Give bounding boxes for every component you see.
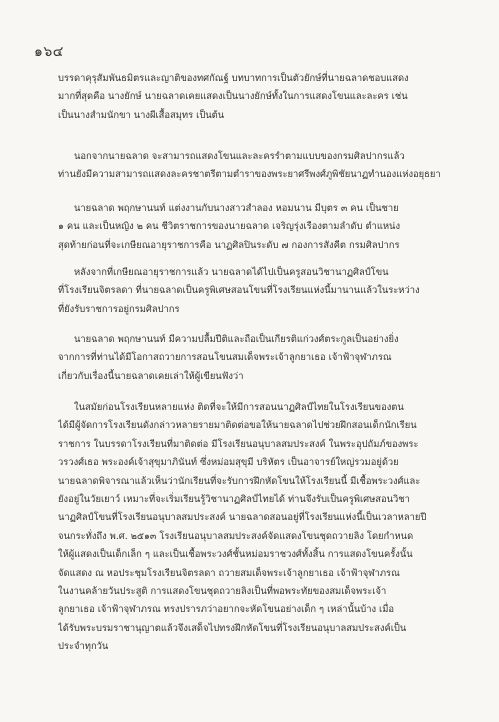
text-line: ราชการ ในบรรดาโรงเรียนที่มาติดต่อ มีโรงเรียนอนุบาลสมประสงค์ ในพระอุปถัมภ์ของพระ: [58, 438, 419, 450]
text-line: วรวงศ์เธอ พระองค์เจ้าสุขุมาภินันท์ ซึ่งหม่อมสุขุมี บริหัตร เป็นอาจารย์ใหญ่รวมอยู่ด้วย: [58, 457, 399, 469]
paragraph-2: [58, 148, 456, 185]
paragraph-1: [58, 70, 456, 125]
text-line: ยังอยู่ในวัยเยาว์ เหมาะที่จะเริ่มเรียนรู้วิชานาฏศิลป์ไทยได้ ท่านจึงรับเป็นครูพิเศษสอนวิชา: [58, 494, 410, 506]
text-line: นายฉลาด พฤกษานนท์ มีความปลื้มปีติและถือเป็นเกียรติแก่วงศ์ตระกูลเป็นอย่างยิ่ง: [74, 334, 399, 345]
paragraph-5: [58, 331, 456, 386]
text-line: ๑ คน และเป็นหญิง ๒ คน ชีวิตราชการของนายฉลาด เจริญรุ่งเรืองตามลำดับ ตำแหน่ง: [58, 221, 401, 233]
text-line: สุดท้ายก่อนที่จะเกษียณอายุราชการคือ นาฏศิลปินระดับ ๗ กองการสังคีต กรมศิลปากร: [58, 239, 400, 251]
text-line: จัดแสดง ณ หอประชุมโรงเรียนจิตรลดา ถวายสมเด็จพระเจ้าลูกยาเธอ เจ้าฟ้าจุฬาภรณ: [58, 567, 400, 579]
paragraph-3: [58, 200, 456, 255]
page-number: ๑๖๔: [34, 44, 64, 60]
text-line: มากที่สุดคือ นางยักษ์ นายฉลาดเคยแสดงเป็นนางยักษ์ทั้งในการแสดงโขนและละคร เช่น: [58, 91, 408, 103]
text-line: หลังจากที่เกษียณอายุราชการแล้ว นายฉลาดได้ไปเป็นครูสอนวิชานาฏศิลป์โขน: [74, 267, 389, 278]
paragraph-6: [58, 399, 456, 657]
text-line: นายฉลาดพิจารณาแล้วเห็นว่านักเรียนที่จะรับการฝึกหัดโขนให้โรงเรียนนี้ มีเชื้อพระวงศ์และ: [58, 475, 421, 487]
text-line: เกี่ยวกับเรื่องนี้นายฉลาดเคยเล่าให้ผู้เขียนฟังว่า: [58, 370, 244, 382]
text-line: จากการที่ท่านได้มีโอกาสถวายการสอนโขนสมเด็จพระเจ้าลูกยาเธอ เจ้าฟ้าจุฬาภรณ: [58, 352, 392, 364]
text-line: ที่โรงเรียนจิตรลดา ที่นายฉลาดเป็นครูพิเศษสอนโขนที่โรงเรียนแห่งนี้มานานแล้วในระหว่าง: [58, 285, 420, 297]
text-line: ประจำทุกวัน: [58, 641, 109, 653]
text-line: ในงานคล้ายวันประสูติ การแสดงโขนชุดถวายลิงเป็นที่พอพระทัยของสมเด็จพระเจ้า: [58, 586, 387, 598]
text-line: ในสมัยก่อนโรงเรียนหลายแห่ง ติดที่จะให้มีการสอนนาฏศิลป์ไทยในโรงเรียนของตน: [74, 402, 404, 413]
text-line: นาฏศิลป์โขนที่โรงเรียนอนุบาลสมประสงค์ นายฉลาดสอนอยู่ที่โรงเรียนแห่งนี้เป็นเวลาหลายปี: [58, 512, 427, 524]
paragraph-4: [58, 264, 456, 319]
text-line: ได้รับพระบรมราชานุญาตแล้วจึงเสด็จไปทรงฝึกหัดโขนที่โรงเรียนอนุบาลสมประสงค์เป็น: [58, 622, 407, 634]
text-line: นายฉลาด พฤกษานนท์ แต่งงานกับนางสาวสำลอง หอมนาน มีบุตร ๓ คน เป็นชาย: [74, 203, 399, 214]
text-line: ลูกยาเธอ เจ้าฟ้าจุฬาภรณ ทรงปรารภว่าอยากจะหัดโขนอย่างเด็ก ๆ เหล่านั้นบ้าง เมื่อ: [58, 604, 395, 616]
text-line: นอกจากนายฉลาด จะสามารถแสดงโขนและละครรำตามแบบของกรมศิลปากรแล้ว: [74, 151, 405, 162]
text-line: ที่ยังรับราชการอยู่กรมศิลปากร: [58, 303, 180, 315]
text-line: เป็นนางสำมนักขา นางผีเสื้อสมุทร เป็นต้น: [58, 109, 225, 121]
text-line: บรรดาคุรุสัมพันธมิตรและญาติของทศกัณฐ์ บทบาทการเป็นตัวยักษ์ที่นายฉลาดชอบแสดง: [58, 73, 409, 84]
text-line: ท่านยังมีความสามารถแสดงละครชาตรีตามตำราของพระยาศรีพงศ์ภูพิชัยนาฏทำนองแห่งอยุธยา: [58, 169, 441, 181]
text-line: ให้ผู้แสดงเป็นเด็กเล็ก ๆ และเป็นเชื้อพระวงศ์ชั้นหม่อมราชวงศ์ทั้งสิ้น การแสดงโขนครั้งนั้น: [58, 549, 413, 561]
text-line: จนกระทั่งถึง พ.ศ. ๒๕๑๓ โรงเรียนอนุบาลสมประสงค์จัดแสดงโขนชุดถวายลิง โดยกำหนด: [58, 530, 414, 542]
text-line: ได้มีผู้จัดการโรงเรียนดังกล่าวหลายรายมาติดต่อขอให้นายฉลาดไปช่วยฝึกสอนเด็กนักเรียน: [58, 420, 417, 432]
